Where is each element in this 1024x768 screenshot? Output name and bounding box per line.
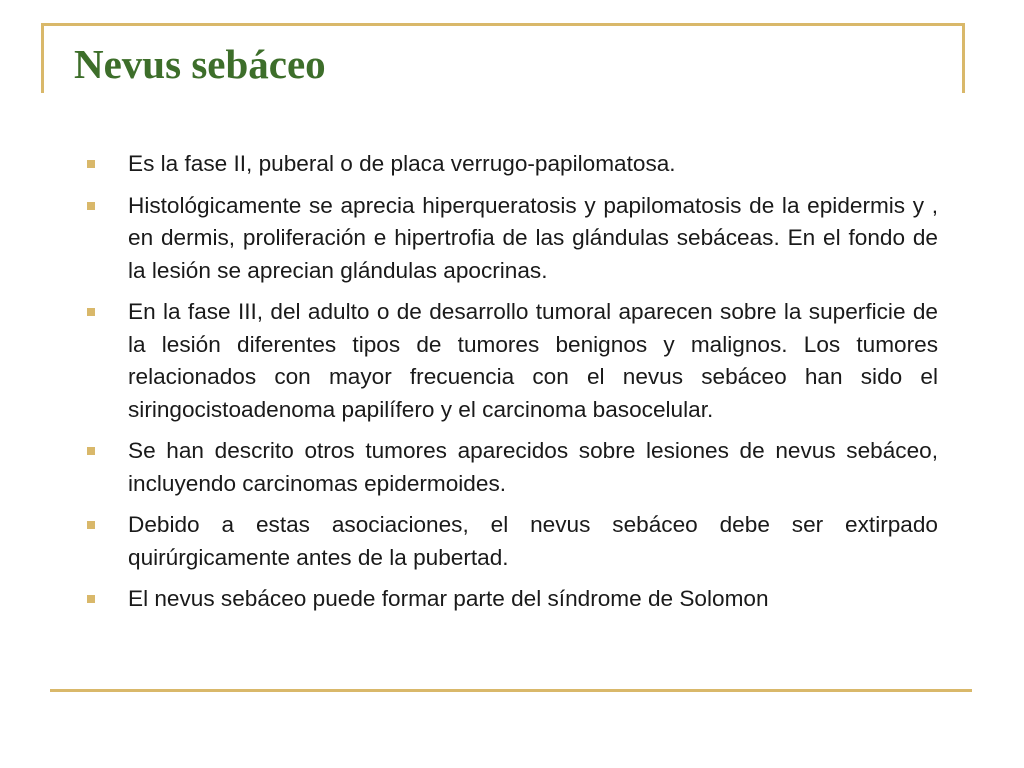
square-bullet-icon: [87, 202, 95, 210]
bullet-text: El nevus sebáceo puede formar parte del síndrome de Solomon: [128, 586, 769, 611]
frame-right-line: [962, 23, 965, 93]
bullet-item: [84, 509, 938, 574]
square-bullet-icon: [87, 308, 95, 316]
bullet-item: [84, 296, 938, 426]
bullet-item: [84, 148, 938, 181]
square-bullet-icon: [87, 595, 95, 603]
frame-top-line: [44, 23, 965, 26]
slide-title: Nevus sebáceo: [74, 41, 326, 87]
bullet-item: [84, 435, 938, 500]
bullet-text: En la fase III, del adulto o de desarrollo tumoral aparecen sobre la superficie de la lesión diferentes tipos de tumores benignos y malignos. Los tumores relacionados con mayor frecuencia con el nevus sebáceo han sido el siringocistoadenoma papilífero y el carcinoma basocelular.: [128, 299, 938, 422]
frame-left-line: [41, 23, 44, 93]
square-bullet-icon: [87, 160, 95, 168]
frame-bottom-line: [50, 689, 972, 692]
square-bullet-icon: [87, 521, 95, 529]
bullet-list: [84, 148, 938, 616]
bullet-text: Histológicamente se aprecia hiperqueratosis y papilomatosis de la epidermis y , en dermis, proliferación e hipertrofia de las glándulas sebáceas. En el fondo de la lesión se aprecian glándulas apocrinas.: [128, 192, 938, 283]
square-bullet-icon: [87, 447, 95, 455]
slide-content: [84, 148, 938, 625]
bullet-item: [84, 583, 938, 616]
bullet-text: Debido a estas asociaciones, el nevus sebáceo debe ser extirpado quirúrgicamente antes de la pubertad.: [128, 512, 938, 570]
bullet-item: [84, 190, 938, 288]
bullet-text: Se han descrito otros tumores aparecidos sobre lesiones de nevus sebáceo, incluyendo carcinomas epidermoides.: [128, 438, 938, 496]
bullet-text: Es la fase II, puberal o de placa verrugo-papilomatosa.: [128, 151, 676, 176]
